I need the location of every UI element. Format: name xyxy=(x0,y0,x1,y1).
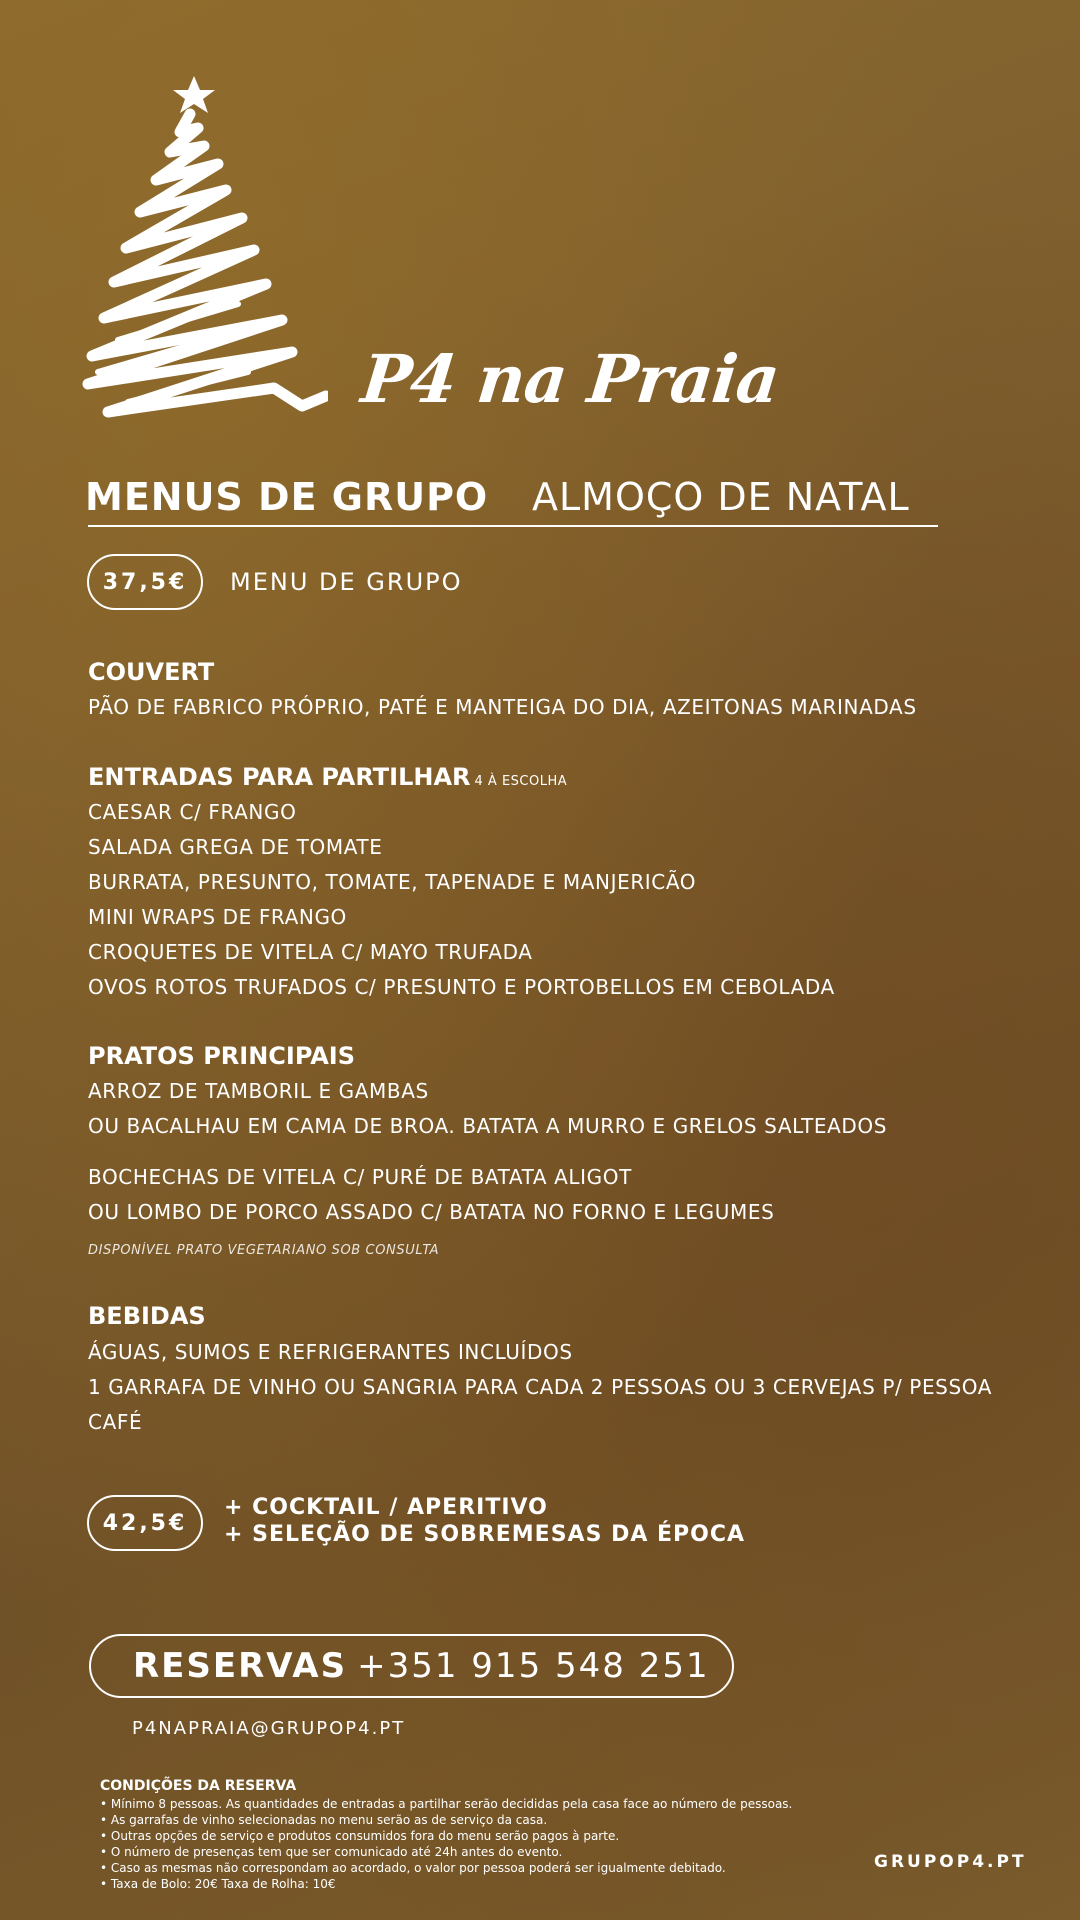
upgrade-item: + COCKTAIL / APERITIVO xyxy=(224,1495,548,1520)
list-item: SALADA GREGA DE TOMATE xyxy=(88,835,383,859)
menu-label: MENU DE GRUPO xyxy=(230,568,463,596)
star-icon xyxy=(173,76,215,113)
list-item: ÁGUAS, SUMOS E REFRIGERANTES INCLUÍDOS xyxy=(88,1340,573,1364)
condition-item: • As garrafas de vinho selecionadas no menu serão as de serviço da casa. xyxy=(100,1812,792,1828)
price-badge: 37,5€ xyxy=(87,554,203,610)
upgrade-item: + SELEÇÃO DE SOBREMESAS DA ÉPOCA xyxy=(224,1522,746,1547)
reservation-phone-button[interactable] xyxy=(89,1634,734,1698)
conditions-list xyxy=(100,1796,792,1892)
website-link[interactable]: GRUPOP4.PT xyxy=(874,1852,1027,1872)
page-title: MENUS DE GRUPO xyxy=(85,475,489,519)
section-heading-couvert: COUVERT xyxy=(88,658,215,686)
list-item: OU BACALHAU EM CAMA DE BROA. BATATA A MURRO E GRELOS SALTEADOS xyxy=(88,1114,888,1138)
title-divider xyxy=(88,525,938,527)
reservation-label: RESERVAS xyxy=(133,1646,348,1686)
reservation-phone: +351 915 548 251 xyxy=(357,1646,710,1686)
condition-item: • Outras opções de serviço e produtos consumidos fora do menu serão pagos à parte. xyxy=(100,1828,792,1844)
vegetarian-note: DISPONÍVEL PRATO VEGETARIANO SOB CONSULTA xyxy=(88,1243,440,1258)
conditions-title: CONDIÇÕES DA RESERVA xyxy=(100,1778,297,1794)
section-heading-pratos: PRATOS PRINCIPAIS xyxy=(88,1042,355,1070)
christmas-tree-icon xyxy=(78,72,328,432)
reservation-email-link[interactable]: P4NAPRAIA@GRUPOP4.PT xyxy=(132,1718,406,1739)
section-heading-entradas xyxy=(88,763,567,791)
condition-item: • O número de presenças tem que ser comunicado até 24h antes do evento. xyxy=(100,1844,792,1860)
list-item: CAFÉ xyxy=(88,1410,143,1434)
list-item: BOCHECHAS DE VITELA C/ PURÉ DE BATATA ALIGOT xyxy=(88,1165,632,1189)
choice-tag: 4 À ESCOLHA xyxy=(474,774,568,789)
list-item: PÃO DE FABRICO PRÓPRIO, PATÉ E MANTEIGA DO DIA, AZEITONAS MARINADAS xyxy=(88,695,917,719)
upgrade-extras xyxy=(224,1494,745,1548)
upgrade-price-badge: 42,5€ xyxy=(87,1495,203,1551)
list-item: CROQUETES DE VITELA C/ MAYO TRUFADA xyxy=(88,940,533,964)
list-item: 1 GARRAFA DE VINHO OU SANGRIA PARA CADA 2 PESSOAS OU 3 CERVEJAS P/ PESSOA xyxy=(88,1375,993,1399)
condition-item: • Mínimo 8 pessoas. As quantidades de entradas a partilhar serão decididas pela casa face ao número de pessoas. xyxy=(100,1796,792,1812)
list-item: OVOS ROTOS TRUFADOS C/ PRESUNTO E PORTOBELLOS EM CEBOLADA xyxy=(88,975,835,999)
list-item: CAESAR C/ FRANGO xyxy=(88,800,297,824)
page-subtitle: ALMOÇO DE NATAL xyxy=(532,475,910,519)
section-heading-label: ENTRADAS PARA PARTILHAR xyxy=(88,763,471,791)
brand-logo: P4 na Praia xyxy=(357,340,783,418)
section-heading-bebidas: BEBIDAS xyxy=(88,1302,206,1330)
condition-item: • Taxa de Bolo: 20€ Taxa de Rolha: 10€ xyxy=(100,1876,792,1892)
condition-item: • Caso as mesmas não correspondam ao acordado, o valor por pessoa poderá ser igualmente debitado. xyxy=(100,1860,792,1876)
list-item: MINI WRAPS DE FRANGO xyxy=(88,905,347,929)
list-item: ARROZ DE TAMBORIL E GAMBAS xyxy=(88,1079,429,1103)
list-item: OU LOMBO DE PORCO ASSADO C/ BATATA NO FORNO E LEGUMES xyxy=(88,1200,775,1224)
list-item: BURRATA, PRESUNTO, TOMATE, TAPENADE E MANJERICÃO xyxy=(88,870,697,894)
